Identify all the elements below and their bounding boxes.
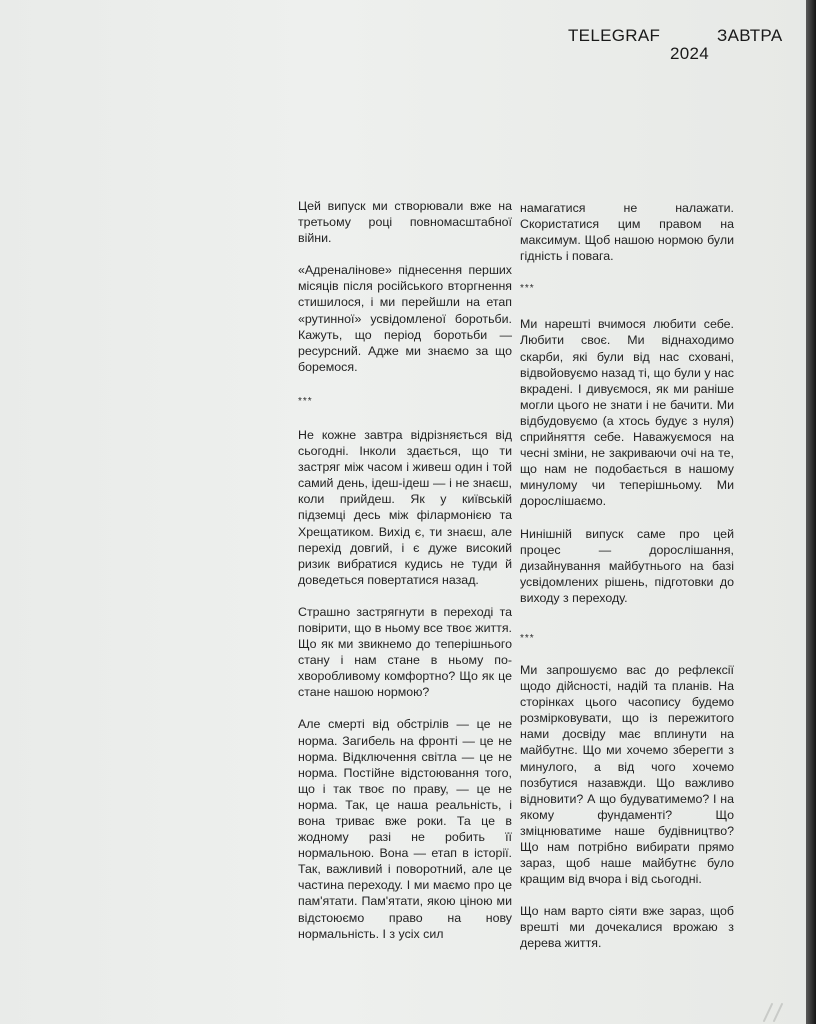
section-separator: *** [520, 632, 535, 644]
section-separator: *** [520, 283, 535, 295]
paragraph: Ми нарешті вчимося любити себе. Любити своє. Ми віднаходимо скарби, які були від нас сховані, відвойовуємо назад ті, що були у нас вкрадені. І дивуємося, як ми раніше могли цього не знати і не бачити. Ми відбудовуємо (а хтось будує з нуля) сприйняття себе. Наважуємося на чесні зміни, не закриваючи очі на те, що нам не подобається в нашому минулому чи теперішньому. Ми дорослішаємо. [520, 317, 734, 509]
paragraph: Що нам варто сіяти вже зараз, щоб врешті ми дочекалися врожаю з дерева життя. [520, 904, 734, 951]
paragraph: Цей випуск ми створювали вже на третьому році повномасштабної війни. [298, 199, 512, 246]
quote-mark-icon [760, 1000, 790, 1022]
paragraph: «Адреналінове» піднесення перших місяців після російського вторгнення стишилося, і ми перейшли на етап «рутинної» усвідомленої боротьби. Кажуть, що період боротьби — ресурсний. Адже ми знаємо за що боремося. [298, 263, 512, 374]
paragraph: намагатися не налажати. Скористатися цим правом на максимум. Щоб нашою нормою були гідність і повага. [520, 201, 734, 264]
masthead [568, 24, 804, 74]
paragraph: Нинішній випуск саме про цей процес — дорослішання, дизайнування майбутнього на базі усвідомлених рішень, підготовки до виходу з переходу. [520, 526, 734, 605]
paragraph: Але смерті від обстрілів — це не норма. Загибель на фронті — це не норма. Відключення світла — це не норма. Постійне відстоювання того, що і так твоє по праву, — це не норма. Так, це наша реальність, і вона триває вже роки. Та це в жодному разі не робить її нормальною. Вона — етап в історії. Так, важливий і поворотний, але це частина переходу. І ми маємо про це пам'ятати. Пам'ятати, якою ціною ми відстоюємо право на нову нормальність. І з усіх сил [298, 717, 512, 941]
left-text-column [298, 198, 512, 958]
paragraph: Ми запрошуємо вас до рефлексії щодо дійсності, надій та планів. На сторінках цього часопису будемо розмірковувати, що із пережитого нами досвіду має вплинути на майбутнє. Що ми хочемо зберегти з минулого, а від чого хочемо позбутися назавжди. Що важливо відновити? А що будуватимемо? І на якому фундаменті? Що зміцнюватиме наше будівництво? Що нам потрібно вибирати прямо зараз, щоб наше майбутнє було кращим від вчора і від сьогодні. [520, 662, 734, 887]
section-separator: *** [298, 395, 313, 407]
masthead-telegraf: TELEGRAF [568, 26, 661, 45]
right-text-column [520, 200, 734, 968]
paragraph: Страшно застрягнути в переході та повірити, що в ньому все твоє життя. Що як ми звикнемо до теперішнього стану і нам стане в ньому по-хворобливому комфортно? Що як це стане нашою нормою? [298, 604, 512, 700]
masthead-zavtra: ЗАВТРА [717, 26, 783, 45]
masthead-year: 2024 [670, 44, 710, 63]
page-edge-shadow [806, 0, 816, 1024]
paragraph: Не кожне завтра відрізняється від сьогодні. Інколи здається, що ти застряг між часом і живеш один і той самий день, ідеш-ідеш — і не знаєш, коли прийдеш. Як у київській підземці десь між філармонією та Хрещатиком. Вихід є, ти знаєш, але перехід довгий, і є дуже високий ризик вибратися кудись не туди й доведеться повертатися назад. [298, 427, 512, 587]
